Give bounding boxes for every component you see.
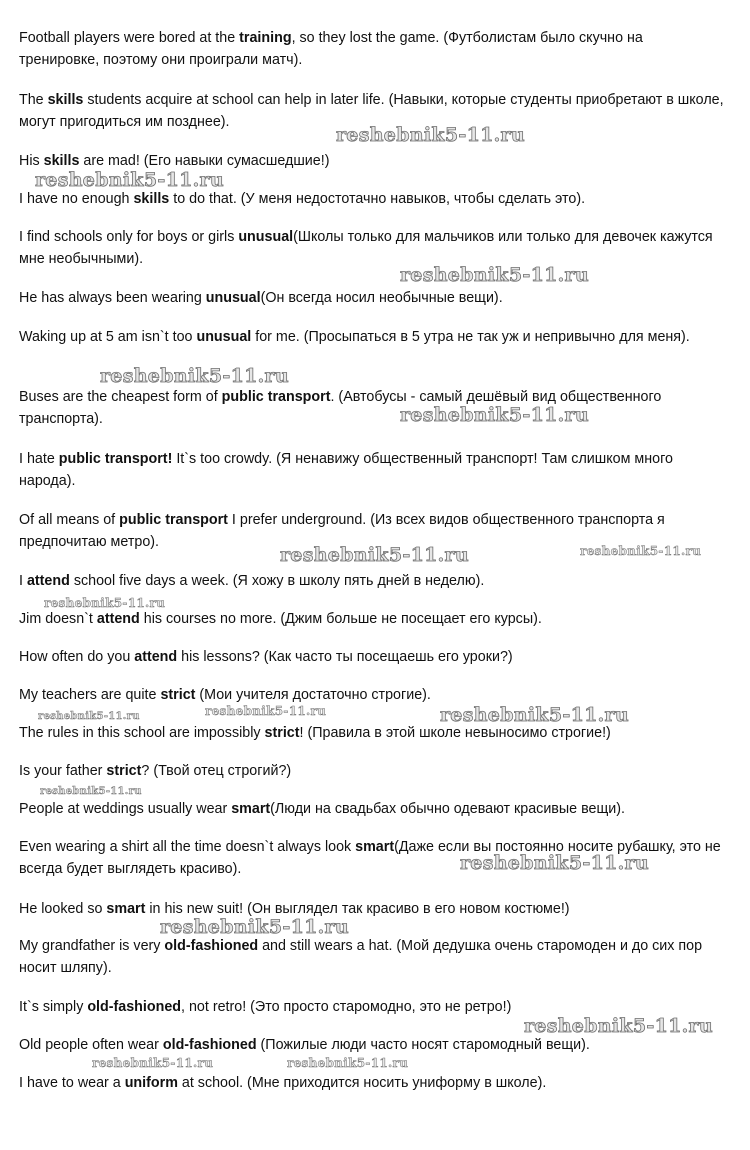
watermark: reshebnik5-11.ru (287, 1056, 409, 1070)
watermark: reshebnik5-11.ru (460, 852, 649, 874)
sentence: How often do you attend his lessons? (Как часто ты посещаешь его уроки?) (19, 649, 513, 665)
sentence: The rules in this school are impossibly strict! (Правила в этой школе невыносимо строгие!) (19, 725, 611, 741)
keyword: attend (96, 611, 140, 627)
sentence: His skills are mad! (Его навыки сумасшедшие!) (19, 153, 330, 169)
sentence: It`s simply old-fashioned, not retro! (Это просто старомодно, это не ретро!) (19, 999, 512, 1015)
sentence: I have no enough skills to do that. (У меня недостотачно навыков, чтобы сделать это). (19, 191, 586, 207)
keyword: skills (133, 191, 170, 207)
sentence: He looked so smart in his new suit! (Он выглядел так красиво в его новом костюме!) (19, 901, 570, 917)
watermark: reshebnik5-11.ru (35, 169, 224, 191)
keyword: old-fashioned (87, 999, 182, 1015)
watermark: reshebnik5-11.ru (400, 264, 589, 286)
sentence: Even wearing a shirt all the time doesn`t always look smart(Даже если вы постоянно носите рубашку, это не всегда будет выглядеть красиво). (19, 839, 721, 877)
sentence: I find schools only for boys or girls unusual(Школы только для мальчиков или только для девочек кажутся мне необычными). (19, 229, 713, 267)
watermark: reshebnik5-11.ru (92, 1056, 214, 1070)
keyword: old-fashioned (162, 1037, 257, 1053)
watermark: reshebnik5-11.ru (524, 1015, 713, 1037)
watermark: reshebnik5-11.ru (38, 711, 140, 722)
keyword: old-fashioned (164, 938, 259, 954)
sentence: Old people often wear old-fashioned (Пожилые люди часто носят старомодный вещи). (19, 1037, 590, 1053)
watermark: reshebnik5-11.ru (580, 544, 702, 558)
keyword: smart (106, 901, 146, 917)
keyword: unusual (196, 329, 252, 345)
sentence: People at weddings usually wear smart(Люди на свадьбах обычно одевают красивые вещи). (19, 801, 625, 817)
sentence: Football players were bored at the training, so they lost the game. (Футболистам было скучно на тренировке, поэтому они проиграли матч). (19, 30, 643, 68)
watermark: reshebnik5-11.ru (160, 916, 349, 938)
keyword: strict (106, 763, 142, 779)
sentence: Of all means of public transport I prefer underground. (Из всех видов общественного транспорта я предпочитаю метро). (19, 512, 665, 550)
watermark: reshebnik5-11.ru (280, 544, 469, 566)
watermark: reshebnik5-11.ru (100, 365, 289, 387)
keyword: training (239, 30, 292, 46)
watermark: reshebnik5-11.ru (336, 124, 525, 146)
watermark: reshebnik5-11.ru (400, 404, 589, 426)
sentence: My grandfather is very old-fashioned and still wears a hat. (Мой дедушка очень старомоден и до сих пор носит шляпу). (19, 938, 703, 976)
keyword: public transport! (58, 451, 173, 467)
keyword: unusual (205, 290, 261, 306)
keyword: attend (134, 649, 178, 665)
sentence: I attend school five days a week. (Я хожу в школу пять дней в неделю). (19, 573, 485, 589)
keyword: attend (26, 573, 70, 589)
sentence: Buses are the cheapest form of public transport. (Автобусы - самый дешёвый вид общественного транспорта). (19, 389, 662, 427)
keyword: skills (47, 92, 84, 108)
sentence: The skills students acquire at school can help in later life. (Навыки, которые студенты приобретают в школе, могут пригодиться им позднее). (19, 92, 724, 130)
sentence: Waking up at 5 am isn`t too unusual for me. (Просыпаться в 5 утра не так уж и непривычно для меня). (19, 329, 690, 345)
watermark: reshebnik5-11.ru (440, 704, 629, 726)
sentence: He has always been wearing unusual(Он всегда носил необычные вещи). (19, 290, 503, 306)
sentence: Jim doesn`t attend his courses no more. (Джим больше не посещает его курсы). (19, 611, 542, 627)
keyword: skills (43, 153, 80, 169)
watermark: reshebnik5-11.ru (40, 786, 142, 797)
sentence: I have to wear a uniform at school. (Мне приходится носить униформу в школе). (19, 1075, 547, 1091)
keyword: public transport (119, 512, 228, 528)
keyword: smart (231, 801, 271, 817)
watermark: reshebnik5-11.ru (205, 704, 327, 718)
watermark: reshebnik5-11.ru (44, 596, 166, 610)
keyword: strict (264, 725, 300, 741)
sentence: Is your father strict? (Твой отец строгий?) (19, 763, 292, 779)
sentence: My teachers are quite strict (Мои учителя достаточно строгие). (19, 687, 431, 703)
sentence: I hate public transport! It`s too crowdy. (Я ненавижу общественный транспорт! Там слишком много народа). (19, 451, 673, 489)
keyword: unusual (238, 229, 294, 245)
keyword: strict (160, 687, 196, 703)
keyword: uniform (124, 1075, 178, 1091)
keyword: smart (355, 839, 395, 855)
keyword: public transport (221, 389, 331, 405)
